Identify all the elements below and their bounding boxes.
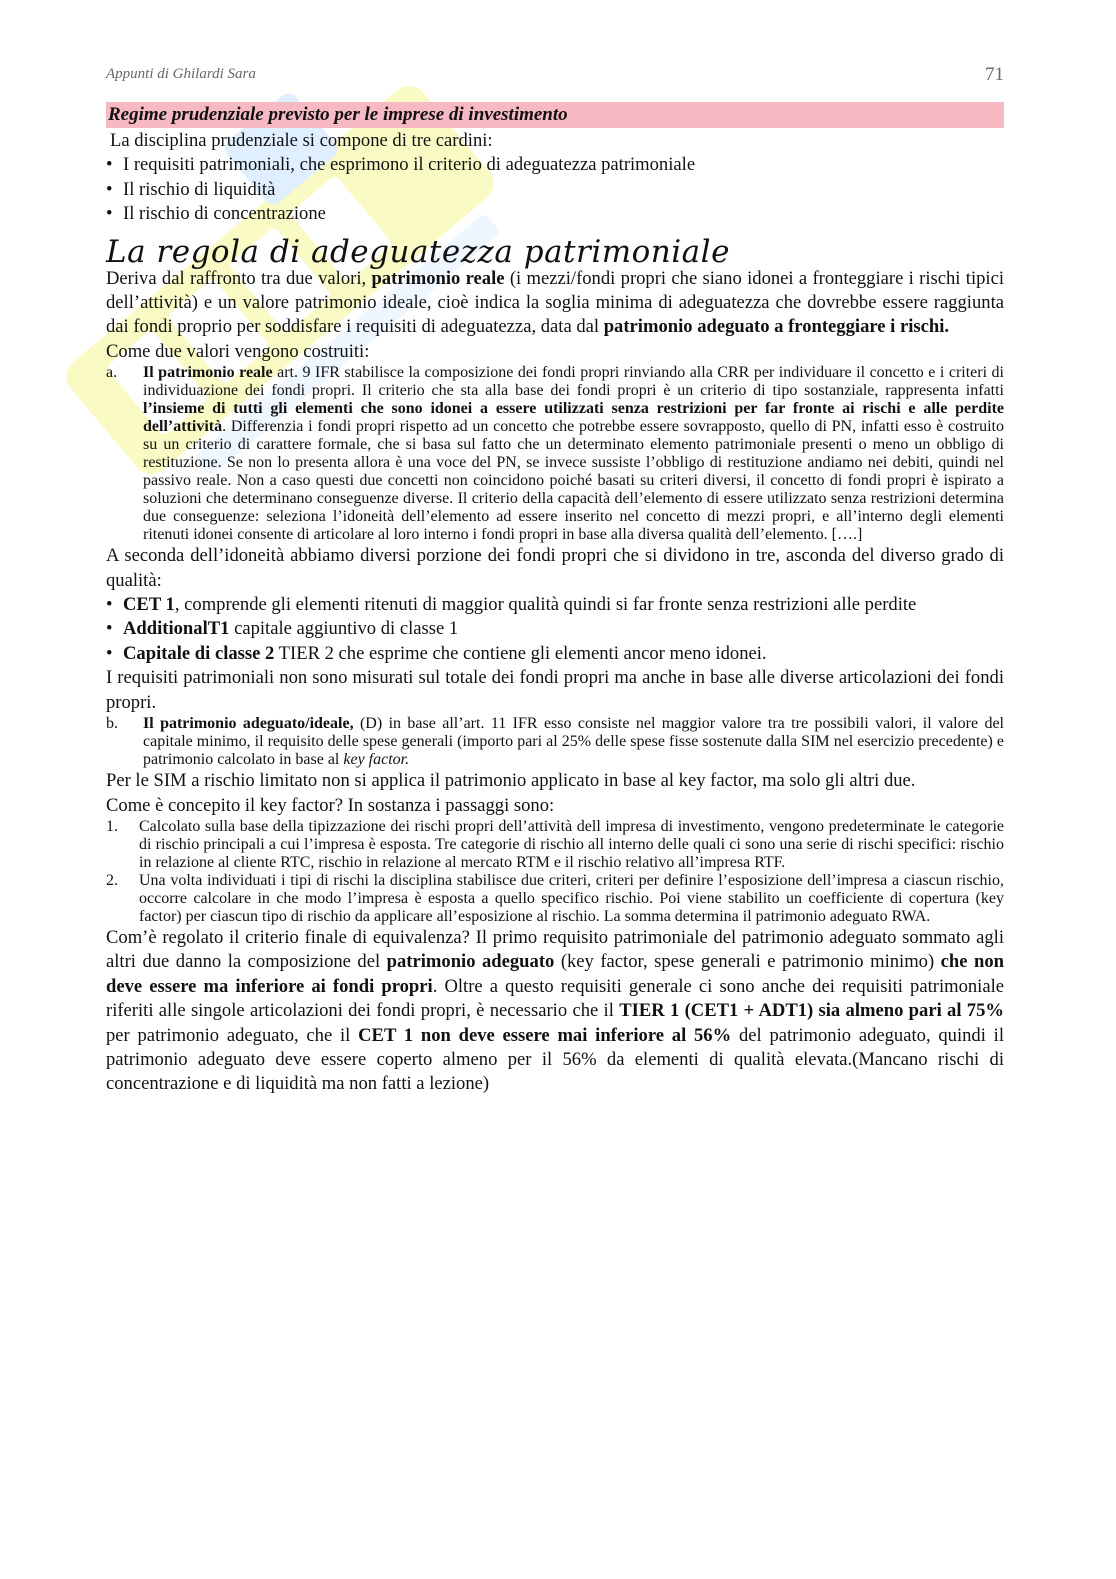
list-marker: b. — [106, 715, 118, 733]
page-header — [106, 62, 1004, 102]
document-page — [106, 62, 1004, 1097]
paragraph: I requisiti patrimoniali non sono misurati sul totale dei fondi propri ma anche in base alle diverse articolazioni dei fondi propri. — [106, 667, 1004, 713]
list-item: • I requisiti patrimoniali, che esprimono il criterio di adeguatezza patrimoniale — [106, 153, 1004, 177]
item-a: a. Il patrimonio reale art. 9 IFR stabilisce la composizione dei fondi propri rinviando alla CRR per individuare il concetto e i criteri di individuazione dei fondi propri. Il criterio che sta alla base dei fondi propri è un criterio di tipo sostanziale, rappresenta infatti l’insieme di tutti gli elementi che sono idonei a essere utilizzati senza restrizioni per far fronte ai rischi e alle perdite dell’attività. Differenzia i fondi propri rispetto ad un concetto che potrebbe essere sovrapposto, quello di PN, infatti esso è costruito su un criterio di carattere formale, che si basa sul fatto che un determinato elemento patrimoniale presenti o meno un obbligo di restituzione. Se non lo presenta allora è una voce del PN, se invece sussiste l’obbligo di restituzione andiamo nei debiti, quindi nel passivo reale. Non a caso questi due concetti non coincidono poiché basati su criteri diversi, il concetto di fondi propri è ispirato a soluzioni che determinano conseguenze diverse. Il criterio della capacità dell’elemento di essere utilizzato senza restrizioni determina due conseguenze: seleziona l’idoneità dell’elemento ad essere inserito nel concetto di mezzi propri, e all’interno degli elementi ritenuti idonei consente di articolare al loro interno i fondi propri in base alla diversa qualità dell’elemento. [….] — [106, 364, 1004, 544]
list-marker: a. — [106, 364, 118, 382]
paragraph-equivalenza: Com’è regolato il criterio finale di equivalenza? Il primo requisito patrimoniale del patrimonio adeguato sommato agli altri due danno la composizione del patrimonio adeguato (key factor, spese generali e patrimonio minimo) che non deve essere ma inferiore ai fondi propri. Oltre a questo requisiti generale ci sono anche dei requisiti patrimoniale riferiti alle singole articolazioni dei fondi propri, è necessario che il TIER 1 (CET1 + ADT1) sia almeno pari al 75% per patrimonio adeguato, che il CET 1 non deve essere mai inferiore al 56% del patrimonio adeguato, quindi il patrimonio adeguato deve essere coperto almeno per il 56% da elementi di qualità elevata.(Mancano rischi di concentrazione e di liquidità ma non fatti a lezione) — [106, 926, 1005, 1095]
paragraph: Per le SIM a rischio limitato non si applica il patrimonio applicato in base al key factor, ma solo gli altri due. — [106, 770, 916, 792]
section-title: Regime prudenziale previsto per le imprese di investimento — [106, 102, 1004, 128]
paragraph-intro: Deriva dal raffronto tra due valori, patrimonio reale (i mezzi/fondi propri che siano idonei a fronteggiare i rischi tipici dell’attività) e un valore patrimonio ideale, cioè indica la soglia minima di adeguatezza che dovrebbe essere raggiunta dai fondi proprio per soddisfare i requisiti di adeguatezza, data dal patrimonio adeguato a fronteggiare i rischi. — [106, 267, 1004, 338]
paragraph: A seconda dell’idoneità abbiamo diversi porzione dei fondi propri che si dividono in tre, asconda del diverso grado di qualità: — [106, 545, 1004, 591]
list-marker: 1. — [106, 817, 118, 835]
list-item: • Capitale di classe 2 TIER 2 che esprime che contiene gli elementi ancor meno idonei. — [106, 642, 1004, 666]
list-item: • Il rischio di concentrazione — [106, 202, 1004, 226]
list-item: • AdditionalT1 capitale aggiuntivo di classe 1 — [106, 617, 1004, 641]
paragraph: Come due valori vengono costruiti: — [106, 340, 370, 362]
item-b: b. Il patrimonio adeguato/ideale, (D) in base all’art. 11 IFR esso consiste nel maggior valore tra tre possibili valori, il valore del capitale minimo, il requisito delle spese generali (importo pari al 25% delle spese fisse sostenute dalla SIM nel esercizio precedente) e patrimonio calcolato in base al key factor. — [106, 715, 1004, 769]
script-heading: La regola di adeguatezza patrimoniale — [106, 233, 730, 270]
page-number: 71 — [985, 64, 1004, 85]
list-item: • CET 1, comprende gli elementi ritenuti di maggior qualità quindi si far fronte senza restrizioni alle perdite — [106, 593, 1004, 617]
cardini-list — [106, 153, 1004, 226]
paragraph: Come è concepito il key factor? In sostanza i passaggi sono: — [106, 794, 555, 816]
qualita-list — [106, 593, 1004, 666]
step-2: 2. Una volta individuati i tipi di rischi la disciplina stabilisce due criteri, criteri per definire l’esposizione dell’impresa a ciascun rischio, occorre calcolare in che modo l’impresa è esposta a quello specifico rischio. Poi viene stabilito un coefficiente di copertura (key factor) per ciascun tipo di rischio da applicare all’esposizione al rischio. La somma determina il patrimonio adeguato RWA. — [106, 871, 1004, 925]
running-head: Appunti di Ghilardi Sara — [106, 66, 256, 82]
step-1: 1. Calcolato sulla base della tipizzazione dei rischi propri dell’attività dell impresa di investimento, vengono predeterminate le categorie di rischio principali a cui l’impresa è esposta. Tre categorie di rischio all interno delle quali ci sono una serie di rischi specifici: rischio in relazione al cliente RTC, rischio in relazione al mercato RTM e il rischio relativo all’impresa RTF. — [106, 817, 1004, 871]
list-marker: 2. — [106, 871, 118, 889]
list-item: • Il rischio di liquidità — [106, 178, 1004, 202]
section-intro: La disciplina prudenziale si compone di tre cardini: — [110, 130, 493, 151]
